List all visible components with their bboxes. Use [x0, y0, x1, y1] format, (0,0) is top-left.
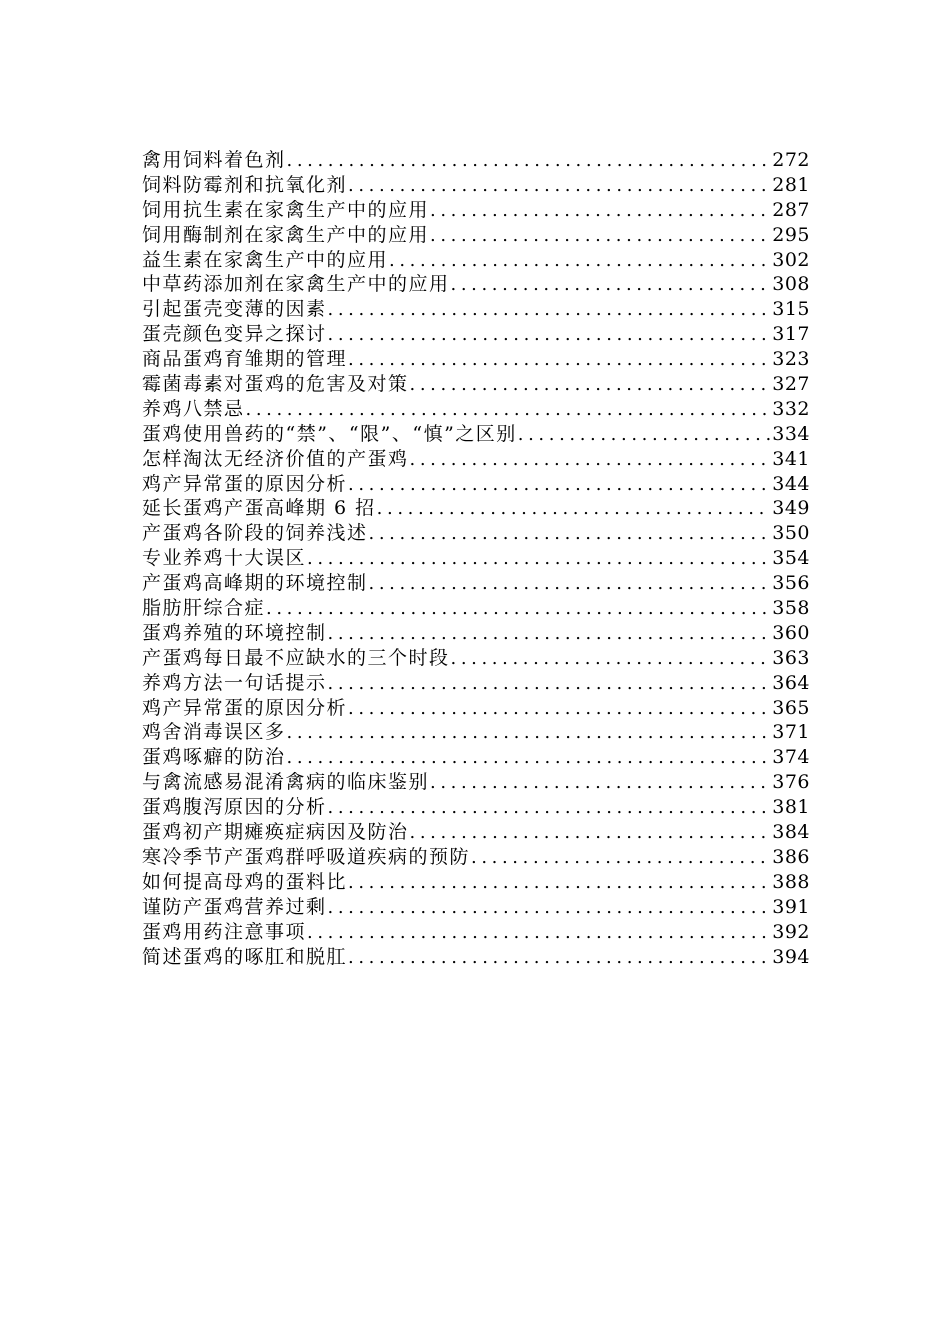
toc-entry-title: 产蛋鸡高峰期的环境控制: [142, 572, 368, 595]
toc-leader-dots: [369, 522, 771, 547]
toc-entry-page-number: 365: [772, 696, 810, 719]
toc-entry-page-number: 388: [772, 870, 810, 893]
toc-leader-dots: [410, 448, 771, 473]
toc-entry-page-number: 376: [772, 771, 810, 794]
toc-leader-dots: [369, 572, 771, 597]
toc-leader-dots: [451, 647, 771, 672]
toc-entry-title: 鸡产异常蛋的原因分析: [142, 696, 348, 719]
toc-entry[interactable]: [142, 745, 810, 770]
toc-leader-dots: [328, 672, 771, 697]
toc-entry[interactable]: [142, 920, 810, 945]
toc-leader-dots: [430, 199, 770, 224]
toc-entry-title: 中草药添加剂在家禽生产中的应用: [142, 273, 450, 296]
toc-entry-title: 饲料防霉剂和抗氧化剂: [142, 173, 348, 196]
toc-entry-page-number: 302: [772, 248, 810, 271]
toc-entry-title: 饲用抗生素在家禽生产中的应用: [142, 198, 430, 221]
toc-leader-dots: [348, 946, 770, 971]
toc-entry[interactable]: [142, 770, 810, 795]
toc-leader-dots: [287, 746, 771, 771]
toc-leader-dots: [389, 249, 770, 274]
toc-entry-page-number: 350: [772, 522, 810, 545]
toc-entry-page-number: 308: [772, 273, 810, 296]
toc-entry-page-number: 384: [772, 821, 810, 844]
toc-entry-page-number: 360: [772, 621, 810, 644]
toc-leader-dots: [430, 771, 770, 796]
toc-entry-page-number: 381: [772, 796, 810, 819]
toc-entry[interactable]: [142, 720, 810, 745]
toc-entry-page-number: 364: [772, 671, 810, 694]
toc-entry[interactable]: [142, 173, 810, 198]
toc-entry-page-number: 323: [772, 348, 810, 371]
toc-leader-dots: [348, 473, 770, 498]
toc-entry[interactable]: [142, 646, 810, 671]
toc-leader-dots: [348, 871, 770, 896]
toc-entry[interactable]: [142, 671, 810, 696]
toc-entry-title: 鸡舍消毒误区多: [142, 721, 286, 744]
toc-entry[interactable]: [142, 198, 810, 223]
toc-entry-title: 饲用酶制剂在家禽生产中的应用: [142, 223, 430, 246]
toc-entry-page-number: 363: [772, 646, 810, 669]
toc-entry-title: 脂肪肝综合症: [142, 597, 266, 620]
toc-entry-page-number: 356: [772, 572, 810, 595]
toc-leader-dots: [471, 846, 770, 871]
toc-entry[interactable]: [142, 422, 810, 447]
toc-entry-title: 蛋鸡养殖的环境控制: [142, 621, 327, 644]
toc-entry-page-number: 295: [772, 223, 810, 246]
toc-leader-dots: [246, 398, 771, 423]
toc-entry-page-number: 327: [772, 373, 810, 396]
toc-entry[interactable]: [142, 372, 810, 397]
toc-leader-dots: [348, 697, 770, 722]
toc-entry[interactable]: [142, 397, 810, 422]
toc-entry-page-number: 349: [772, 497, 810, 520]
toc-entry-page-number: 344: [772, 472, 810, 495]
toc-leader-dots: [328, 896, 771, 921]
toc-entry-title: 蛋壳颜色变异之探讨: [142, 323, 327, 346]
toc-entry-title: 商品蛋鸡育雏期的管理: [142, 348, 348, 371]
toc-entry-title: 引起蛋壳变薄的因素: [142, 298, 327, 321]
toc-entry-title: 鸡产异常蛋的原因分析: [142, 472, 348, 495]
toc-entry[interactable]: [142, 870, 810, 895]
toc-entry-title: 如何提高母鸡的蛋料比: [142, 870, 348, 893]
toc-entry[interactable]: [142, 696, 810, 721]
toc-entry[interactable]: [142, 347, 810, 372]
toc-leader-dots: [287, 721, 771, 746]
toc-entry[interactable]: [142, 621, 810, 646]
toc-entry-page-number: 287: [772, 198, 810, 221]
toc-entry-title: 蛋鸡啄癖的防治: [142, 746, 286, 769]
toc-leader-dots: [328, 298, 771, 323]
toc-entry[interactable]: [142, 223, 810, 248]
toc-entry[interactable]: [142, 297, 810, 322]
toc-leader-dots: [266, 597, 770, 622]
toc-entry-page-number: 371: [772, 721, 810, 744]
toc-entry-title: 养鸡方法一句话提示: [142, 671, 327, 694]
toc-entry-page-number: 358: [772, 597, 810, 620]
toc-entry[interactable]: [142, 795, 810, 820]
toc-entry-page-number: 354: [772, 547, 810, 570]
toc-entry-title: 益生素在家禽生产中的应用: [142, 248, 389, 271]
toc-entry[interactable]: [142, 546, 810, 571]
toc-entry-page-number: 272: [772, 149, 810, 171]
toc-entry[interactable]: [142, 845, 810, 870]
toc-leader-dots: [328, 622, 771, 647]
toc-entry-page-number: 341: [772, 447, 810, 470]
toc-entry-title: 霉菌毒素对蛋鸡的危害及对策: [142, 373, 409, 396]
toc-leader-dots: [451, 273, 771, 298]
toc-entry-title: 产蛋鸡每日最不应缺水的三个时段: [142, 646, 450, 669]
toc-entry-title: 养鸡八禁忌: [142, 397, 245, 420]
table-of-contents: [142, 148, 810, 969]
toc-entry[interactable]: [142, 571, 810, 596]
toc-entry-title: 蛋鸡用药注意事项: [142, 920, 307, 943]
toc-entry-page-number: 315: [772, 298, 810, 321]
toc-entry-page-number: 332: [772, 397, 810, 420]
toc-entry[interactable]: [142, 148, 810, 173]
toc-entry-title: 简述蛋鸡的啄肛和脱肛: [142, 945, 348, 968]
toc-entry[interactable]: [142, 322, 810, 347]
toc-leader-dots: [348, 174, 770, 199]
toc-leader-dots: [518, 423, 770, 448]
toc-entry[interactable]: [142, 596, 810, 621]
toc-entry-title: 寒冷季节产蛋鸡群呼吸道疾病的预防: [142, 845, 471, 868]
toc-entry-title: 蛋鸡腹泻原因的分析: [142, 796, 327, 819]
toc-leader-dots: [328, 796, 771, 821]
toc-entry-page-number: 386: [772, 845, 810, 868]
toc-leader-dots: [307, 921, 770, 946]
toc-leader-dots: [410, 373, 771, 398]
toc-leader-dots: [410, 821, 771, 846]
toc-entry-title: 禽用饲料着色剂: [142, 149, 286, 171]
toc-entry-page-number: 392: [772, 920, 810, 943]
toc-entry-page-number: 334: [772, 422, 810, 445]
toc-entry[interactable]: [142, 447, 810, 472]
toc-entry-title: 蛋鸡使用兽药的“禁”、“限”、“慎”之区别: [142, 422, 517, 445]
toc-entry[interactable]: [142, 945, 810, 970]
toc-entry[interactable]: [142, 472, 810, 497]
toc-leader-dots: [307, 547, 770, 572]
toc-entry[interactable]: [142, 895, 810, 920]
toc-entry-title: 怎样淘汰无经济价值的产蛋鸡: [142, 447, 409, 470]
toc-entry[interactable]: [142, 521, 810, 546]
toc-entry-title: 产蛋鸡各阶段的饲养浅述: [142, 522, 368, 545]
toc-entry-page-number: 317: [772, 323, 810, 346]
toc-entry-title: 谨防产蛋鸡营养过剩: [142, 895, 327, 918]
toc-entry-title: 专业养鸡十大误区: [142, 547, 307, 570]
toc-entry-page-number: 391: [772, 895, 810, 918]
toc-entry-title: 蛋鸡初产期瘫痪症病因及防治: [142, 821, 409, 844]
toc-entry-page-number: 394: [772, 945, 810, 968]
toc-leader-dots: [377, 497, 771, 522]
toc-leader-dots: [430, 224, 770, 249]
toc-entry-title: 延长蛋鸡产蛋高峰期 6 招: [142, 497, 376, 520]
toc-entry[interactable]: [142, 272, 810, 297]
toc-leader-dots: [287, 149, 771, 174]
toc-leader-dots: [328, 323, 771, 348]
toc-entry-title: 与禽流感易混淆禽病的临床鉴别: [142, 771, 430, 794]
toc-entry[interactable]: [142, 496, 810, 521]
toc-entry[interactable]: [142, 820, 810, 845]
toc-entry-page-number: 374: [772, 746, 810, 769]
toc-leader-dots: [348, 348, 770, 373]
toc-entry[interactable]: [142, 248, 810, 273]
toc-entry-page-number: 281: [772, 173, 810, 196]
